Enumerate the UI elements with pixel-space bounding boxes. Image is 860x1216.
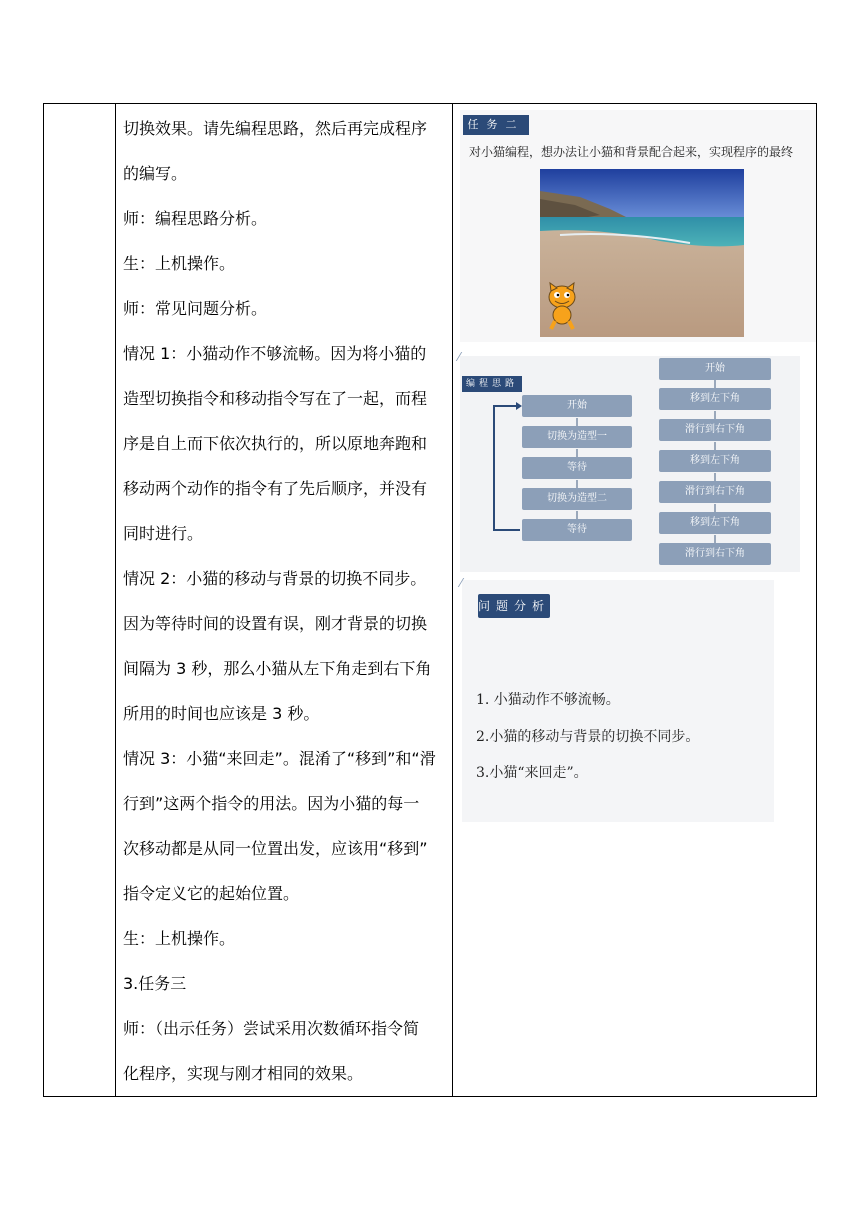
- paragraph: 情况 1：小猫动作不够流畅。因为将小猫的: [123, 344, 427, 363]
- flow-step-box: 移到左下角: [659, 450, 771, 472]
- paragraph: 序是自上而下依次执行的，所以原地奔跑和: [123, 434, 428, 453]
- paragraph: 的编写。: [123, 164, 188, 183]
- paragraph: 行到”这两个指令的用法。因为小猫的每一: [123, 794, 420, 813]
- flow-arrow-icon: [714, 504, 716, 512]
- problem-item: 3.小猫“来回走”。: [476, 765, 588, 781]
- flow-arrow-icon: [714, 535, 716, 543]
- paragraph: 造型切换指令和移动指令写在了一起，而程: [123, 389, 428, 408]
- flow-step-box: 移到左下角: [659, 512, 771, 534]
- paragraph: 同时进行。: [123, 524, 204, 543]
- paragraph: 移动两个动作的指令有了先后顺序，并没有: [123, 479, 428, 498]
- flow-step-box: 滑行到右下角: [659, 419, 771, 441]
- paragraph: 切换效果。请先编程思路，然后再完成程序: [123, 119, 428, 138]
- flow-arrow-icon: [714, 380, 716, 388]
- flow-step-box: 切换为造型二: [522, 488, 632, 510]
- loop-arrow-icon: [486, 398, 522, 534]
- flow-step-box: 滑行到右下角: [659, 481, 771, 503]
- flow-arrow-icon: [576, 418, 578, 426]
- flow-arrow-icon: [714, 442, 716, 450]
- paragraph: 因为等待时间的设置有误，刚才背景的切换: [123, 614, 428, 633]
- problem-badge: 问题分析: [478, 594, 550, 618]
- paragraph: 间隔为 3 秒，那么小猫从左下角走到右下角: [123, 659, 432, 678]
- flow-step-box: 等待: [522, 457, 632, 479]
- paragraph: 次移动都是从同一位置出发，应该用“移到”: [123, 839, 428, 858]
- slide-corner-mark-icon: ⁄: [460, 576, 463, 590]
- flow-arrow-icon: [714, 473, 716, 481]
- paragraph: 指令定义它的起始位置。: [123, 884, 300, 903]
- slide-corner-mark-icon: ⁄: [458, 350, 461, 364]
- paragraph: 生：上机操作。: [123, 254, 236, 273]
- flow-arrow-icon: [576, 480, 578, 488]
- flow-arrow-icon: [714, 411, 716, 419]
- beach-stage-image: [540, 169, 744, 337]
- flow-arrow-icon: [576, 449, 578, 457]
- flow-step-box: 切换为造型一: [522, 426, 632, 448]
- paragraph: 生：上机操作。: [123, 929, 236, 948]
- paragraph: 师：（出示任务）尝试采用次数循环指令简: [123, 1019, 420, 1038]
- flow-step-box: 开始: [522, 395, 632, 417]
- paragraph: 情况 3：小猫“来回走”。混淆了“移到”和“滑: [123, 749, 436, 768]
- flow-step-box: 滑行到右下角: [659, 543, 771, 565]
- problem-item: 1. 小猫动作不够流畅。: [476, 692, 620, 708]
- flow-step-box: 等待: [522, 519, 632, 541]
- task-badge: 任务二: [463, 115, 529, 135]
- paragraph: 化程序，实现与刚才相同的效果。: [123, 1064, 364, 1083]
- flow-arrow-icon: [576, 511, 578, 519]
- paragraph: 所用的时间也应该是 3 秒。: [123, 704, 320, 723]
- paragraph: 3.任务三: [123, 974, 187, 993]
- cat-sprite-icon: [542, 281, 582, 331]
- paragraph: 师：编程思路分析。: [123, 209, 268, 228]
- flow-step-box: 开始: [659, 358, 771, 380]
- problem-item: 2.小猫的移动与背景的切换不同步。: [476, 729, 700, 745]
- task-description: 对小猫编程，想办法让小猫和背景配合起来，实现程序的最终: [469, 145, 794, 159]
- paragraph: 情况 2：小猫的移动与背景的切换不同步。: [123, 569, 427, 588]
- column-divider-1: [115, 104, 116, 1096]
- paragraph: 师：常见问题分析。: [123, 299, 268, 318]
- flow-badge: 编程思路: [462, 376, 522, 392]
- flow-step-box: 移到左下角: [659, 388, 771, 410]
